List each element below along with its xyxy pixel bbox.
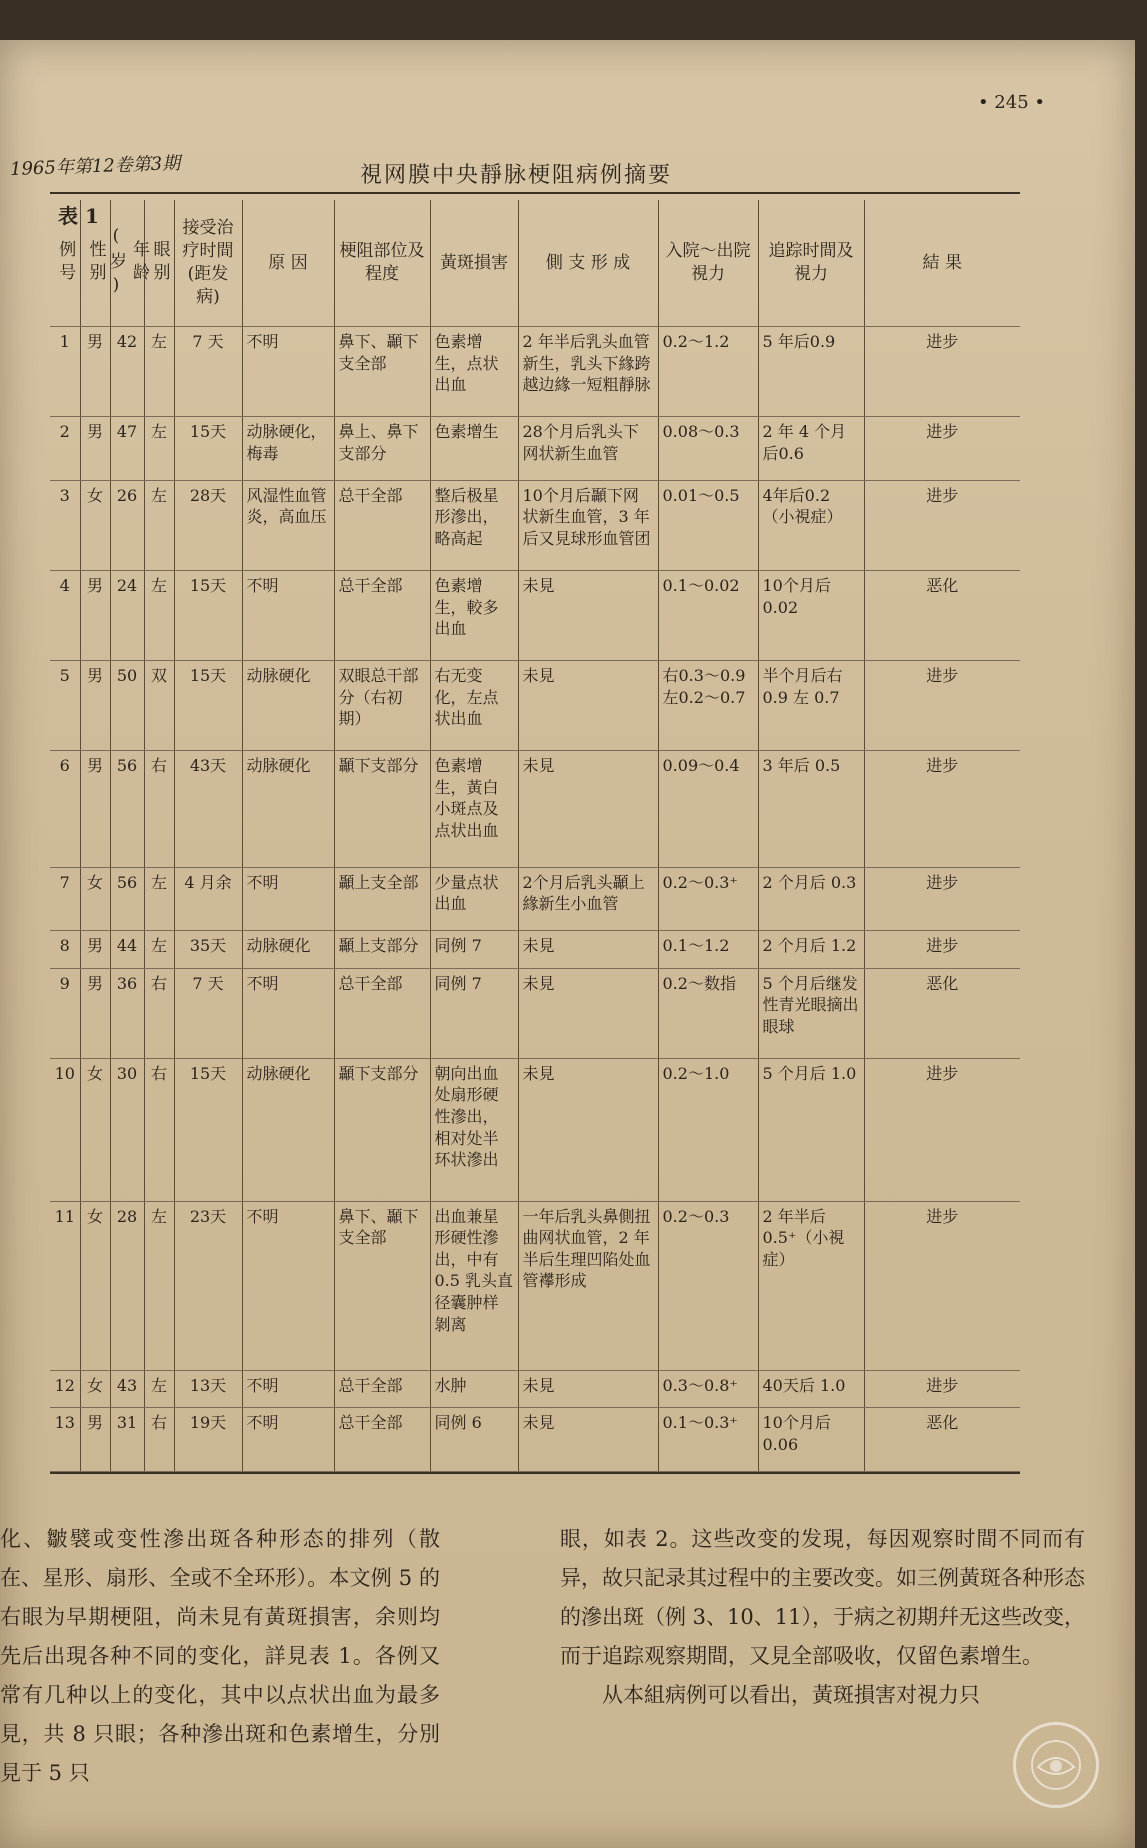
table-cell: 2 年半后 0.5⁺（小視症） bbox=[758, 1201, 864, 1370]
table-cell: 女 bbox=[80, 1058, 110, 1201]
table-cell: 未見 bbox=[518, 751, 658, 867]
table-cell: 男 bbox=[80, 661, 110, 751]
table-cell: 进步 bbox=[864, 327, 1020, 417]
table-row bbox=[50, 1058, 1020, 1201]
table-cell: 3 年后 0.5 bbox=[758, 751, 864, 867]
table-cell: 右 bbox=[144, 1058, 174, 1201]
table-cell: 2 年 4 个月后0.6 bbox=[758, 417, 864, 481]
table-cell: 整后极星形滲出，略高起 bbox=[430, 480, 518, 570]
table-cell: 5 bbox=[50, 661, 80, 751]
table-cell: 色素增生，黃白小斑点及点状出血 bbox=[430, 751, 518, 867]
table-cell: 同例 7 bbox=[430, 968, 518, 1058]
table-row bbox=[50, 1408, 1020, 1472]
table-cell: 5 个月后继发性青光眼摘出眼球 bbox=[758, 968, 864, 1058]
table-cell: 10个月后 0.06 bbox=[758, 1408, 864, 1472]
table-cell: 56 bbox=[110, 867, 144, 931]
table-cell: 男 bbox=[80, 968, 110, 1058]
table-cell: 4 月余 bbox=[174, 867, 242, 931]
table-cell: 进步 bbox=[864, 480, 1020, 570]
table-cell: 0.1～0.3⁺ bbox=[658, 1408, 758, 1472]
table-cell: 35天 bbox=[174, 931, 242, 968]
table-cell: 15天 bbox=[174, 570, 242, 660]
table-cell: 顳下支部分 bbox=[334, 1058, 430, 1201]
table-cell: 10个月后0.02 bbox=[758, 570, 864, 660]
body-paragraph: 从本組病例可以看出，黃斑損害对視力只 bbox=[602, 1683, 980, 1707]
table-cell: 31 bbox=[110, 1408, 144, 1472]
column-header: 追踪时間及視力 bbox=[758, 200, 864, 327]
table-cell: 动脉硬化 bbox=[242, 1058, 334, 1201]
column-header: 黃斑損害 bbox=[430, 200, 518, 327]
table-cell: 左 bbox=[144, 1370, 174, 1407]
table-cell: 恶化 bbox=[864, 968, 1020, 1058]
table-cell: 双 bbox=[144, 661, 174, 751]
table-cell: 右 bbox=[144, 751, 174, 867]
table-cell: 总干全部 bbox=[334, 570, 430, 660]
table-cell: 0.2～数指 bbox=[658, 968, 758, 1058]
table-cell: 不明 bbox=[242, 968, 334, 1058]
table-cell: 左 bbox=[144, 931, 174, 968]
table-cell: 出血兼星形硬性滲出，中有 0.5 乳头直径囊肿样剝离 bbox=[430, 1201, 518, 1370]
journal-issue: 1965年第12卷第3期 bbox=[9, 153, 181, 180]
table-cell: 30 bbox=[110, 1058, 144, 1201]
table-cell: 顳下支部分 bbox=[334, 751, 430, 867]
table-cell: 左 bbox=[144, 327, 174, 417]
table-cell: 42 bbox=[110, 327, 144, 417]
table-cell: 少量点状出血 bbox=[430, 867, 518, 931]
running-title: 視网膜中央靜脉梗阻病例摘要 bbox=[360, 163, 673, 188]
table-cell: 动脉硬化 bbox=[242, 751, 334, 867]
table-cell: 5 年后0.9 bbox=[758, 327, 864, 417]
table-row bbox=[50, 661, 1020, 751]
table-cell: 不明 bbox=[242, 867, 334, 931]
body-column-right bbox=[560, 1520, 1085, 1715]
column-header: 年龄(岁) bbox=[110, 200, 144, 327]
table-cell: 左 bbox=[144, 480, 174, 570]
table-cell: 未見 bbox=[518, 570, 658, 660]
table-cell: 13 bbox=[50, 1408, 80, 1472]
table-cell: 10 bbox=[50, 1058, 80, 1201]
table-row bbox=[50, 867, 1020, 931]
table-cell: 0.1～0.02 bbox=[658, 570, 758, 660]
table-cell: 28天 bbox=[174, 480, 242, 570]
table-row bbox=[50, 1370, 1020, 1407]
table-cell: 同例 6 bbox=[430, 1408, 518, 1472]
table-cell: 恶化 bbox=[864, 570, 1020, 660]
table-cell: 15天 bbox=[174, 661, 242, 751]
table-cell: 右 bbox=[144, 968, 174, 1058]
table-row bbox=[50, 1201, 1020, 1370]
table-cell: 4年后0.2（小視症） bbox=[758, 480, 864, 570]
table-cell: 23天 bbox=[174, 1201, 242, 1370]
table-cell: 19天 bbox=[174, 1408, 242, 1472]
table-cell: 56 bbox=[110, 751, 144, 867]
table-cell: 恶化 bbox=[864, 1408, 1020, 1472]
table-cell: 12 bbox=[50, 1370, 80, 1407]
table-cell: 44 bbox=[110, 931, 144, 968]
column-header: 例号 bbox=[50, 200, 80, 327]
table-cell: 同例 7 bbox=[430, 931, 518, 968]
table-cell: 进步 bbox=[864, 931, 1020, 968]
table-cell: 总干全部 bbox=[334, 968, 430, 1058]
table-cell: 5 个月后 1.0 bbox=[758, 1058, 864, 1201]
table-label: 表 1 bbox=[58, 204, 99, 228]
column-header: 原 因 bbox=[242, 200, 334, 327]
table-cell: 3 bbox=[50, 480, 80, 570]
table-cell: 不明 bbox=[242, 1201, 334, 1370]
table-cell: 10个月后顳下网状新生血管，3 年后又見球形血管团 bbox=[518, 480, 658, 570]
table-cell: 朝向出血处扇形硬性滲出，相对处半环状滲出 bbox=[430, 1058, 518, 1201]
column-header: 入院～出院視力 bbox=[658, 200, 758, 327]
table-cell: 进步 bbox=[864, 867, 1020, 931]
table-row bbox=[50, 417, 1020, 481]
column-header: 性别 bbox=[80, 200, 110, 327]
table-cell: 未見 bbox=[518, 931, 658, 968]
table-cell: 进步 bbox=[864, 1201, 1020, 1370]
table-cell: 右无变化，左点状出血 bbox=[430, 661, 518, 751]
table-cell: 一年后乳头鼻側扭曲网状血管，2 年半后生理凹陷处血管襻形成 bbox=[518, 1201, 658, 1370]
body-paragraph: 眼，如表 2。这些改变的发現，每因观察时間不同而有异，故只記录其过程中的主要改变。如三例黃斑各种形态的滲出斑（例 3、10、11），于病之初期幷无这些改变，而于追踪观察期間，又見全部吸收，仅留色素增生。 bbox=[560, 1527, 1085, 1668]
eye-emblem-icon bbox=[1028, 1737, 1084, 1793]
table-cell: 男 bbox=[80, 417, 110, 481]
table-cell: 1 bbox=[50, 327, 80, 417]
table-row bbox=[50, 480, 1020, 570]
table-cell: 顳上支全部 bbox=[334, 867, 430, 931]
table-row bbox=[50, 931, 1020, 968]
table-cell: 未見 bbox=[518, 661, 658, 751]
library-stamp-icon bbox=[1013, 1722, 1099, 1808]
table-cell: 6 bbox=[50, 751, 80, 867]
table-cell: 总干全部 bbox=[334, 480, 430, 570]
table-cell: 女 bbox=[80, 480, 110, 570]
table-cell: 顳上支部分 bbox=[334, 931, 430, 968]
table-cell: 鼻上、鼻下支部分 bbox=[334, 417, 430, 481]
table-cell: 未見 bbox=[518, 968, 658, 1058]
table-cell: 总干全部 bbox=[334, 1370, 430, 1407]
table-cell: 动脉硬化 bbox=[242, 931, 334, 968]
table-row bbox=[50, 751, 1020, 867]
table-cell: 不明 bbox=[242, 1408, 334, 1472]
table-cell: 鼻下、顳下支全部 bbox=[334, 327, 430, 417]
table-cell: 9 bbox=[50, 968, 80, 1058]
table-cell: 0.09～0.4 bbox=[658, 751, 758, 867]
table-cell: 色素增生，較多出血 bbox=[430, 570, 518, 660]
column-header: 眼别 bbox=[144, 200, 174, 327]
table-cell: 0.01～0.5 bbox=[658, 480, 758, 570]
table-cell: 不明 bbox=[242, 327, 334, 417]
table-cell: 11 bbox=[50, 1201, 80, 1370]
table-cell: 男 bbox=[80, 931, 110, 968]
table-cell: 15天 bbox=[174, 1058, 242, 1201]
table-row bbox=[50, 570, 1020, 660]
table-cell: 左 bbox=[144, 1201, 174, 1370]
table-cell: 8 bbox=[50, 931, 80, 968]
table-cell: 24 bbox=[110, 570, 144, 660]
table-cell: 0.2～0.3 bbox=[658, 1201, 758, 1370]
table-cell: 未見 bbox=[518, 1408, 658, 1472]
table-cell: 43 bbox=[110, 1370, 144, 1407]
table-cell: 左 bbox=[144, 417, 174, 481]
table-cell: 进步 bbox=[864, 751, 1020, 867]
table-cell: 0.3～0.8⁺ bbox=[658, 1370, 758, 1407]
table-cell: 双眼总干部分（右初期） bbox=[334, 661, 430, 751]
table-cell: 进步 bbox=[864, 417, 1020, 481]
table-cell: 28个月后乳头下网状新生血管 bbox=[518, 417, 658, 481]
table-cell: 50 bbox=[110, 661, 144, 751]
table-cell: 动脉硬化，梅毒 bbox=[242, 417, 334, 481]
table-cell: 2 个月后 0.3 bbox=[758, 867, 864, 931]
case-table bbox=[50, 200, 1020, 1472]
body-paragraph: 化、皺襞或变性滲出斑各种形态的排列（散在、星形、扇形、全或不全环形）。本文例 5 的右眼为早期梗阻，尚未見有黃斑損害，余则均先后出現各种不同的变化，詳見表 1。各例又常有几种以上的变化，其中以点状出血为最多見，共 8 只眼；各种滲出斑和色素增生，分別見于 5 只 bbox=[0, 1527, 440, 1785]
table-cell: 0.08～0.3 bbox=[658, 417, 758, 481]
table-cell: 15天 bbox=[174, 417, 242, 481]
table-cell: 进步 bbox=[864, 1058, 1020, 1201]
table-cell: 男 bbox=[80, 570, 110, 660]
table-cell: 2 个月后 1.2 bbox=[758, 931, 864, 968]
table-cell: 女 bbox=[80, 1370, 110, 1407]
table-cell: 水肿 bbox=[430, 1370, 518, 1407]
table-cell: 未見 bbox=[518, 1058, 658, 1201]
table-cell: 13天 bbox=[174, 1370, 242, 1407]
table-cell: 进步 bbox=[864, 661, 1020, 751]
table-cell: 2个月后乳头顳上緣新生小血管 bbox=[518, 867, 658, 931]
table-cell: 0.2～1.2 bbox=[658, 327, 758, 417]
table-cell: 动脉硬化 bbox=[242, 661, 334, 751]
table-cell: 左 bbox=[144, 570, 174, 660]
table-cell: 进步 bbox=[864, 1370, 1020, 1407]
table-cell: 总干全部 bbox=[334, 1408, 430, 1472]
table-cell: 2 bbox=[50, 417, 80, 481]
table-cell: 7 天 bbox=[174, 968, 242, 1058]
table-cell: 7 天 bbox=[174, 327, 242, 417]
table-cell: 男 bbox=[80, 751, 110, 867]
table-cell: 左 bbox=[144, 867, 174, 931]
table-cell: 风湿性血管炎，高血压 bbox=[242, 480, 334, 570]
table-cell: 0.2～0.3⁺ bbox=[658, 867, 758, 931]
table-cell: 女 bbox=[80, 1201, 110, 1370]
table-bottom-rule bbox=[50, 1472, 1020, 1474]
table-cell: 4 bbox=[50, 570, 80, 660]
table-cell: 47 bbox=[110, 417, 144, 481]
table-cell: 色素增生 bbox=[430, 417, 518, 481]
table-cell: 色素增生，点状出血 bbox=[430, 327, 518, 417]
table-cell: 半个月后右 0.9 左 0.7 bbox=[758, 661, 864, 751]
column-header: 梗阻部位及程度 bbox=[334, 200, 430, 327]
page-number: • 245 • bbox=[977, 92, 1045, 113]
table-cell: 7 bbox=[50, 867, 80, 931]
table-cell: 男 bbox=[80, 1408, 110, 1472]
table-cell: 36 bbox=[110, 968, 144, 1058]
table-header-row bbox=[50, 200, 1020, 327]
table-cell: 40天后 1.0 bbox=[758, 1370, 864, 1407]
table-cell: 右0.3～0.9 左0.2～0.7 bbox=[658, 661, 758, 751]
table-cell: 不明 bbox=[242, 1370, 334, 1407]
table-cell: 男 bbox=[80, 327, 110, 417]
table-row bbox=[50, 327, 1020, 417]
table-cell: 右 bbox=[144, 1408, 174, 1472]
table-cell: 0.1～1.2 bbox=[658, 931, 758, 968]
table-cell: 不明 bbox=[242, 570, 334, 660]
body-column-left bbox=[0, 1520, 440, 1793]
table-top-rule bbox=[50, 192, 1020, 194]
column-header: 結 果 bbox=[864, 200, 1020, 327]
column-header: 接受治疗时間(距发病) bbox=[174, 200, 242, 327]
table-cell: 鼻下、顳下支全部 bbox=[334, 1201, 430, 1370]
table-row bbox=[50, 968, 1020, 1058]
table-cell: 2 年半后乳头血管新生，乳头下緣跨越边緣一短粗靜脉 bbox=[518, 327, 658, 417]
table-cell: 43天 bbox=[174, 751, 242, 867]
column-header: 側 支 形 成 bbox=[518, 200, 658, 327]
table-cell: 26 bbox=[110, 480, 144, 570]
table-cell: 女 bbox=[80, 867, 110, 931]
table-cell: 未見 bbox=[518, 1370, 658, 1407]
journal-page bbox=[0, 40, 1135, 1848]
table-cell: 0.2～1.0 bbox=[658, 1058, 758, 1201]
table-cell: 28 bbox=[110, 1201, 144, 1370]
